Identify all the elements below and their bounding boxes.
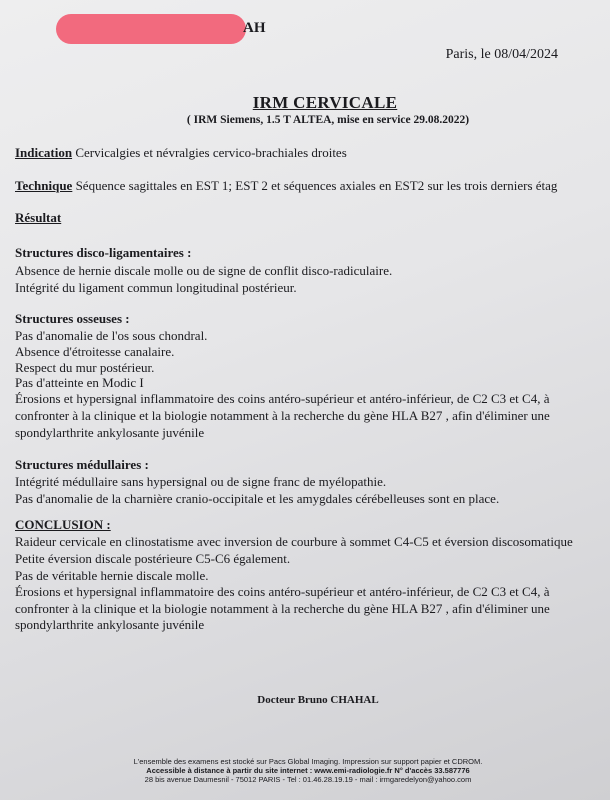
report-title: IRM CERVICALE (252, 93, 398, 112)
osseuses-line: Pas d'anomalie de l'os sous chondral. (15, 328, 208, 343)
footer-address: 28 bis avenue Daumesnil - 75012 PARIS - Tel : 01.46.28.19.19 - mail : irmgaredelyon@yahoo.com (144, 775, 472, 784)
conclusion-line: Érosions et hypersignal inflammatoire des coins antéro-supérieur et antéro-inférieur, de C2 C3 et C4, à (15, 584, 550, 599)
osseuses-line: Érosions et hypersignal inflammatoire des coins antéro-supérieur et antéro-inférieur, de C2 C3 et C4, à (15, 391, 550, 406)
conclusion-heading: CONCLUSION : (15, 517, 111, 532)
technique-line (15, 178, 557, 194)
disco-line: Absence de hernie discale molle ou de signe de conflit disco-radiculaire. (15, 263, 393, 278)
disco-line: Intégrité du ligament commun longitudinal postérieur. (15, 280, 297, 295)
technique-label: Technique (15, 178, 73, 193)
medullaires-line: Intégrité médullaire sans hypersignal ou de signe franc de myélopathie. (15, 474, 387, 489)
place-date: Paris, le 08/04/2024 (445, 47, 558, 62)
osseuses-line: confronter à la clinique et la biologie notamment à la recherche du gène HLA B27 , afin d'éliminer une (15, 408, 550, 423)
conclusion-line: confronter à la clinique et la biologie notamment à la recherche du gène HLA B27 , afin d'éliminer une (15, 601, 550, 616)
indication-line (15, 145, 347, 161)
osseuses-line: Respect du mur postérieur. (15, 360, 155, 375)
resultat-heading: Résultat (15, 210, 62, 225)
doctor-signature: Docteur Bruno CHAHAL (257, 694, 379, 706)
indication-text: Cervicalgies et névralgies cervico-brachiales droites (72, 145, 347, 160)
medullaires-heading: Structures médullaires : (15, 457, 149, 472)
redaction-mark (56, 14, 246, 44)
osseuses-line: Pas d'atteinte en Modic I (15, 375, 144, 390)
conclusion-line: Petite éversion discale postérieure C5-C6 également. (15, 551, 291, 566)
conclusion-line: Raideur cervicale en clinostatisme avec inversion de courbure à sommet C4-C5 et éversion discosomatique (15, 534, 573, 549)
conclusion-line: Pas de véritable hernie discale molle. (15, 568, 209, 583)
osseuses-line: spondylarthrite ankylosante juvénile (15, 425, 205, 440)
osseuses-heading: Structures osseuses : (15, 311, 130, 326)
footer-access-note: Accessible à distance à partir du site internet : www.emi-radiologie.fr N° d'accès 33.587776 (146, 766, 470, 775)
medullaires-line: Pas d'anomalie de la charnière cranio-occipitale et les amygdales cérébelleuses sont en place. (15, 491, 500, 506)
report-subtitle: ( IRM Siemens, 1.5 T ALTEA, mise en service 29.08.2022) (186, 114, 470, 126)
technique-text: Séquence sagittales en EST 1; EST 2 et séquences axiales en EST2 sur les trois derniers étag (72, 178, 558, 193)
disco-heading: Structures disco-ligamentaires : (15, 245, 192, 260)
osseuses-line: Absence d'étroitesse canalaire. (15, 344, 175, 359)
footer-storage-note: L'ensemble des examens est stocké sur Pacs Global Imaging. Impression sur support papier et CDROM. (133, 757, 483, 766)
patient-name-fragment: AH (243, 20, 266, 36)
conclusion-line: spondylarthrite ankylosante juvénile (15, 617, 205, 632)
indication-label: Indication (15, 145, 73, 160)
